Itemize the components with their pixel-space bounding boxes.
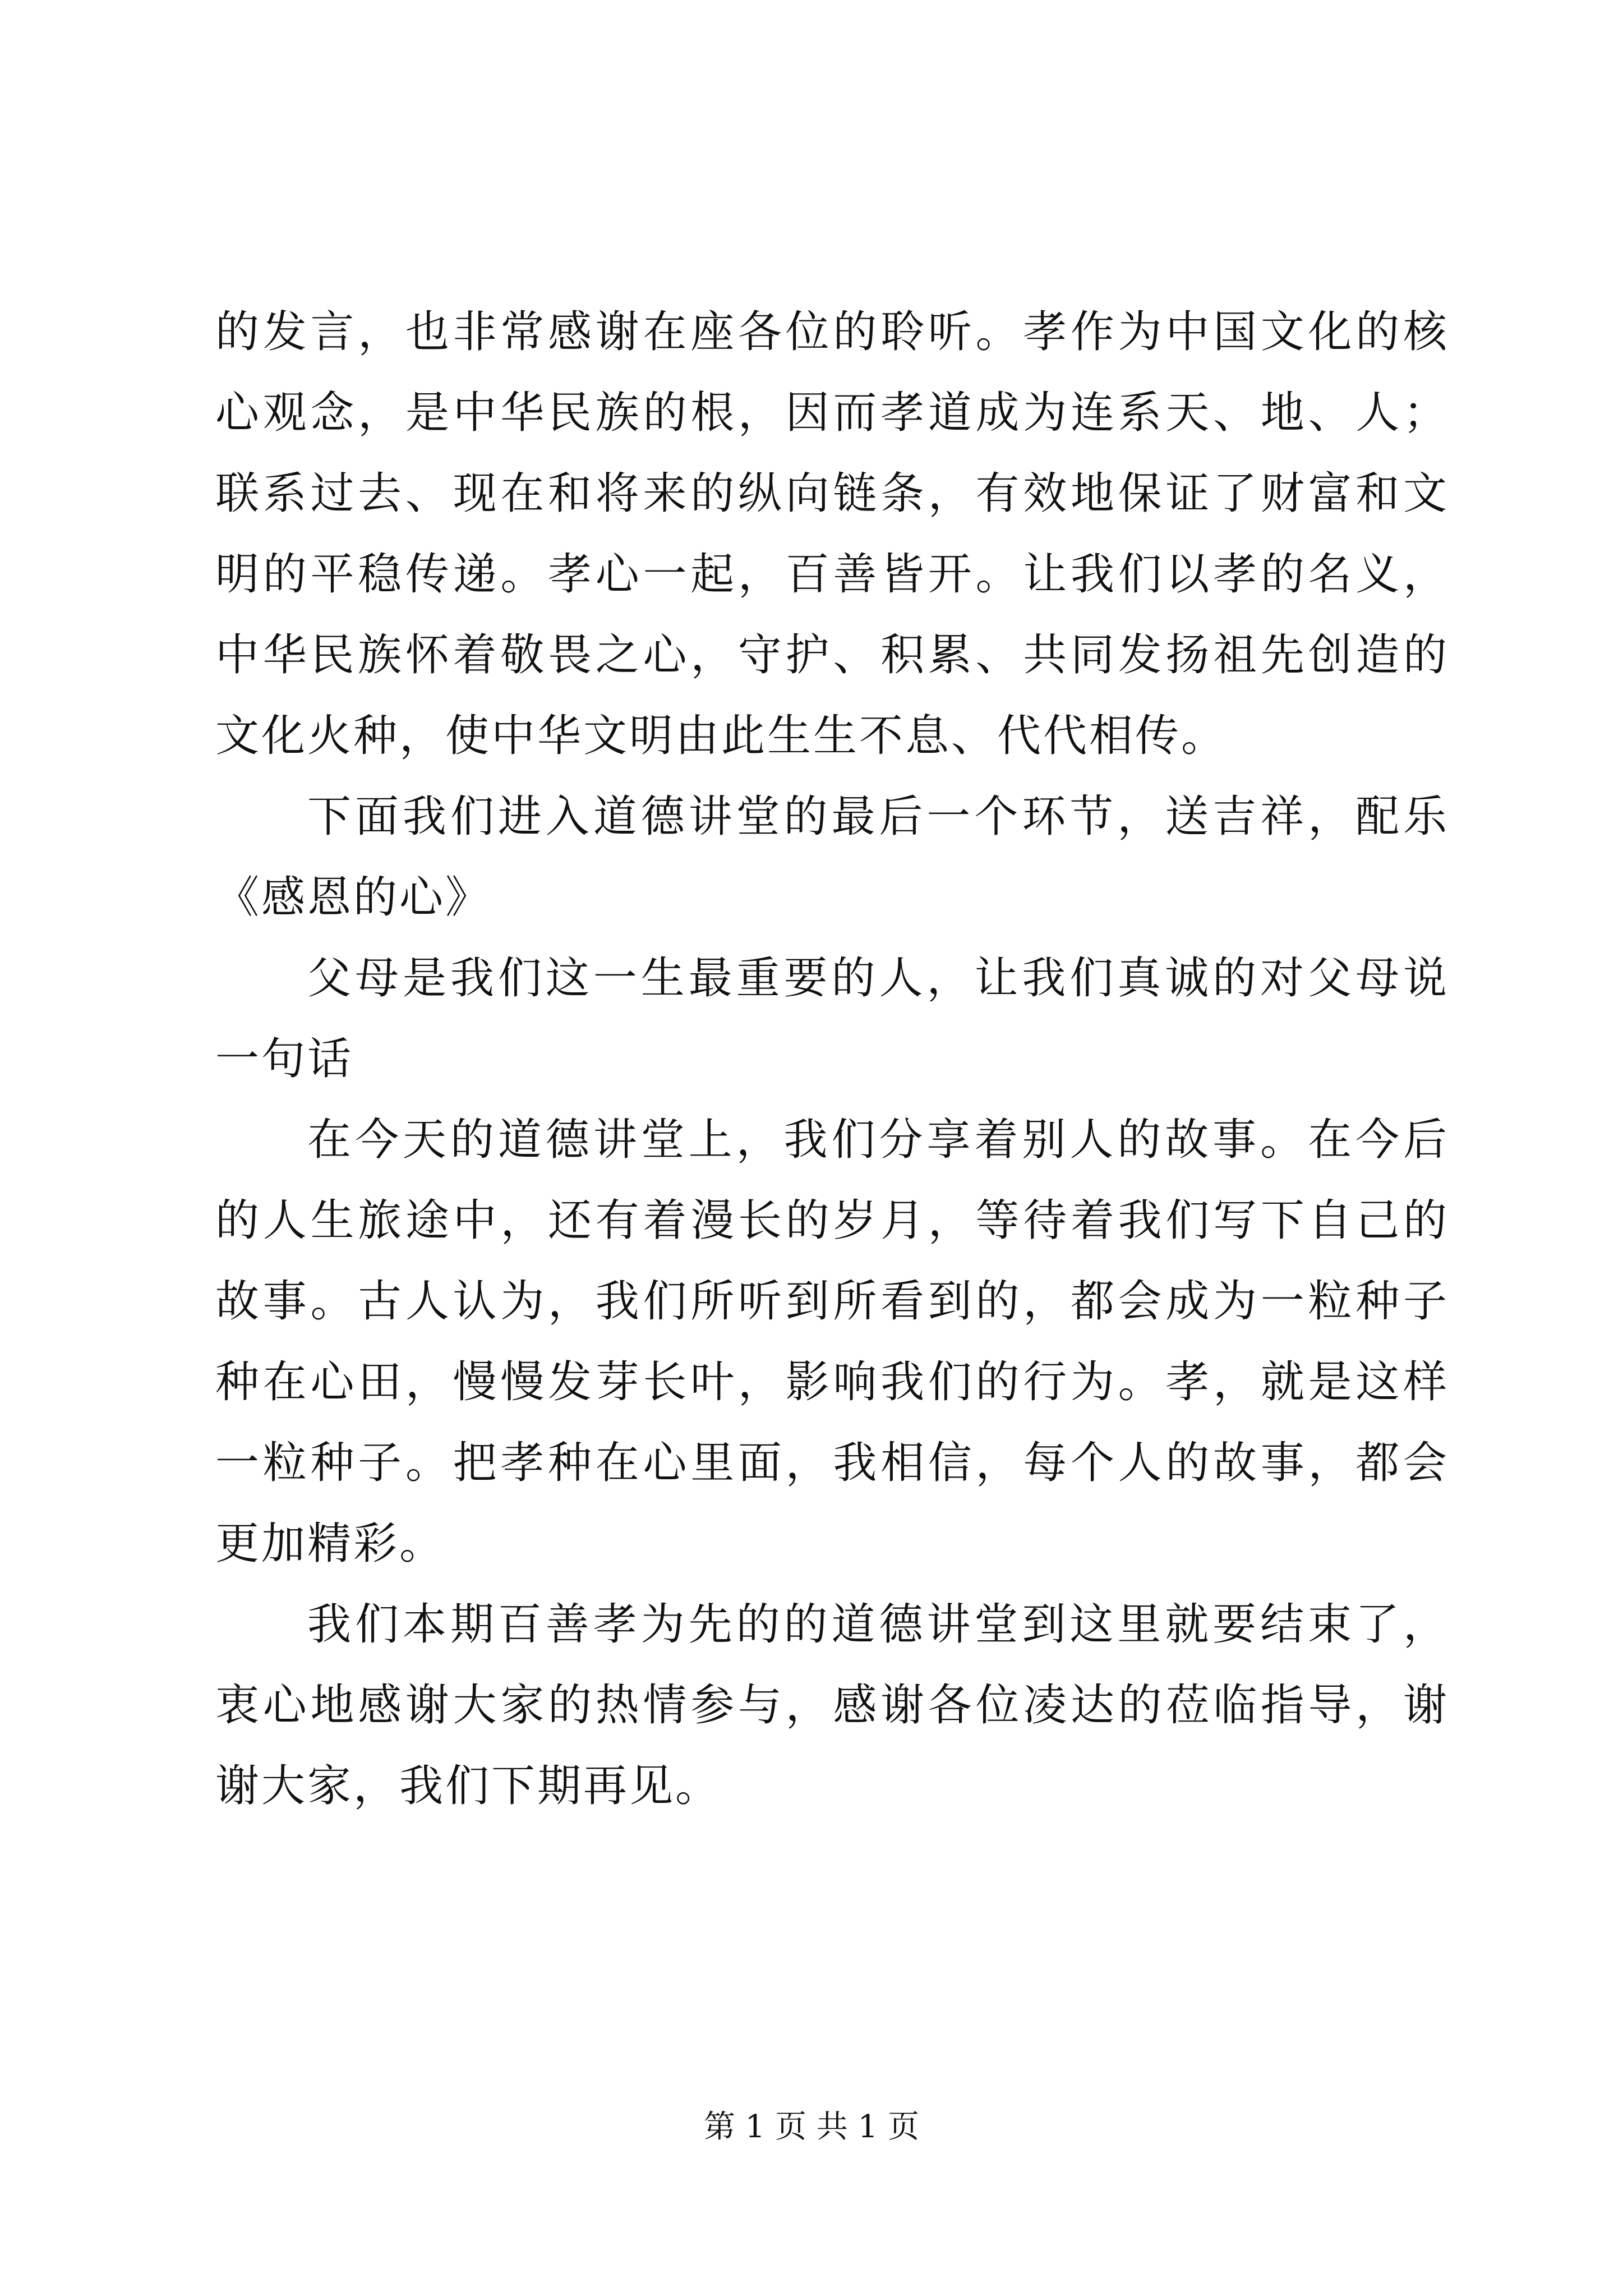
paragraph-5: 我们本期百善孝为先的的道德讲堂到这里就要结束了，衷心地感谢大家的热情参与，感谢各位凌达的莅临指导，谢谢大家，我们下期再见。 — [215, 1599, 1449, 1811]
paragraph-2: 下面我们进入道德讲堂的最后一个环节，送吉祥，配乐《感恩的心》 — [215, 792, 1449, 923]
paragraph-1: 的发言，也非常感谢在座各位的聆听。孝作为中国文化的核心观念，是中华民族的根，因而孝道成为连系天、地、人；联系过去、现在和将来的纵向链条，有效地保证了财富和文明的平稳传递。孝心一起，百善皆开。让我们以孝的名义，中华民族怀着敬畏之心，守护、积累、共同发扬祖先创造的文化火种，使中华文明由此生生不息、代代相传。 — [215, 307, 1449, 761]
paragraph-4: 在今天的道德讲堂上，我们分享着别人的故事。在今后的人生旅途中，还有着漫长的岁月，等待着我们写下自己的故事。古人认为，我们所听到所看到的，都会成为一粒种子种在心田，慢慢发芽长叶，影响我们的行为。孝，就是这样一粒种子。把孝种在心里面，我相信，每个人的故事，都会更加精彩。 — [215, 1115, 1449, 1569]
paragraph-3: 父母是我们这一生最重要的人，让我们真诚的对父母说一句话 — [215, 953, 1449, 1084]
document-body — [215, 292, 1449, 1826]
page-footer — [0, 2105, 1623, 2150]
page-number-label: 第 1 页 共 1 页 — [703, 2109, 920, 2145]
